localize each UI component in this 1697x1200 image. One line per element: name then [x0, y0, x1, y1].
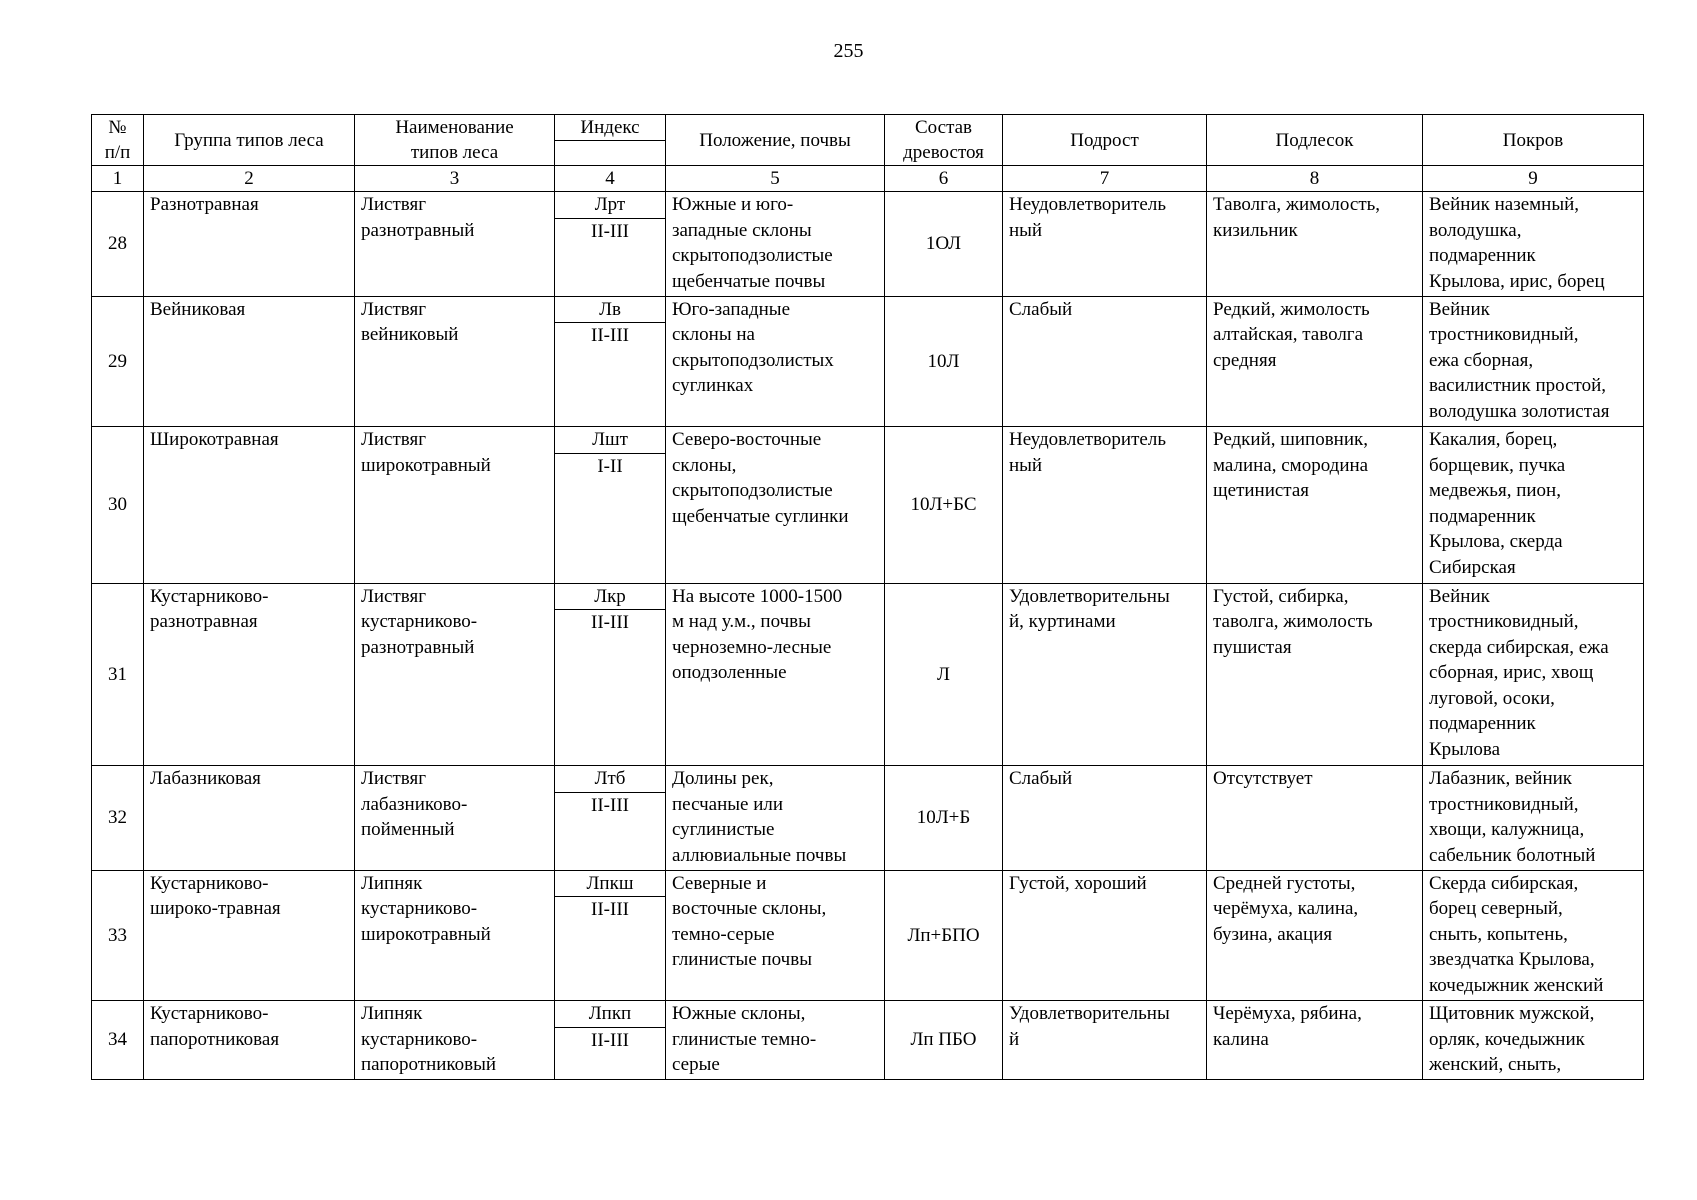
stand-composition: 10Л+БС: [885, 427, 1003, 584]
forest-index: Лв: [555, 296, 666, 323]
position-soils: Южные склоны, глинистые темно- серые: [666, 1001, 885, 1080]
forest-type-name: Листвяг широкотравный: [355, 427, 555, 584]
forest-type-name: Листвяг кустарниково- разнотравный: [355, 583, 555, 766]
undergrowth: Слабый: [1003, 766, 1207, 871]
forest-type-name: Листвяг лабазниково- пойменный: [355, 766, 555, 871]
position-soils: Северо-восточные склоны, скрытоподзолистые щебенчатые суглинки: [666, 427, 885, 584]
table-row: [92, 583, 1644, 610]
table-row: [92, 192, 1644, 219]
undergrowth: Слабый: [1003, 296, 1207, 427]
forest-group: Широкотравная: [144, 427, 355, 584]
header-undergrowth: Подрост: [1003, 115, 1207, 166]
forest-types-table: [91, 114, 1644, 1080]
header-position: Положение, почвы: [666, 115, 885, 166]
position-soils: Северные и восточные склоны, темно-серые глинистые почвы: [666, 870, 885, 1001]
bonitet: II-III: [555, 218, 666, 296]
stand-composition: Лп+БПО: [885, 870, 1003, 1001]
column-number: 5: [666, 166, 885, 192]
row-number: 30: [92, 427, 144, 584]
position-soils: Юго-западные склоны на скрытоподзолистых суглинках: [666, 296, 885, 427]
position-soils: На высоте 1000-1500 м над у.м., почвы черноземно-лесные оподзоленные: [666, 583, 885, 766]
header-index: Индекс: [555, 115, 666, 141]
bonitet: I-II: [555, 453, 666, 583]
forest-index: Лпкп: [555, 1001, 666, 1028]
forest-type-name: Липняк кустарниково- папоротниковый: [355, 1001, 555, 1080]
header-name: Наименование типов леса: [355, 115, 555, 166]
row-number: 28: [92, 192, 144, 297]
header-row: [92, 115, 1644, 141]
ground-cover: Вейник тростниковидный, скерда сибирская, ежа сборная, ирис, хвощ луговой, осоки, подмаренник Крылова: [1423, 583, 1644, 766]
stand-composition: Лп ПБО: [885, 1001, 1003, 1080]
stand-composition: Л: [885, 583, 1003, 766]
column-number: 1: [92, 166, 144, 192]
row-number: 31: [92, 583, 144, 766]
bonitet: II-III: [555, 792, 666, 870]
undergrowth: Неудовлетворитель ный: [1003, 192, 1207, 297]
undergrowth: Неудовлетворитель ный: [1003, 427, 1207, 584]
table-row: [92, 296, 1644, 323]
underbrush: Средней густоты, черёмуха, калина, бузина, акация: [1207, 870, 1423, 1001]
undergrowth: Густой, хороший: [1003, 870, 1207, 1001]
column-number: 8: [1207, 166, 1423, 192]
underbrush: Черёмуха, рябина, калина: [1207, 1001, 1423, 1080]
column-number: 6: [885, 166, 1003, 192]
ground-cover: Вейник наземный, володушка, подмаренник Крылова, ирис, борец: [1423, 192, 1644, 297]
underbrush: Редкий, жимолость алтайская, таволга средняя: [1207, 296, 1423, 427]
underbrush: Густой, сибирка, таволга, жимолость пушистая: [1207, 583, 1423, 766]
forest-group: Лабазниковая: [144, 766, 355, 871]
column-number: 3: [355, 166, 555, 192]
forest-index: Лтб: [555, 766, 666, 793]
stand-composition: 1ОЛ: [885, 192, 1003, 297]
forest-index: Лкр: [555, 583, 666, 610]
ground-cover: Вейник тростниковидный, ежа сборная, василистник простой, володушка золотистая: [1423, 296, 1644, 427]
column-number: 7: [1003, 166, 1207, 192]
table-row: [92, 427, 1644, 454]
underbrush: Таволга, жимолость, кизильник: [1207, 192, 1423, 297]
ground-cover: Скерда сибирская, борец северный, сныть, копытень, звездчатка Крылова, кочедыжник женский: [1423, 870, 1644, 1001]
page-number: 255: [833, 40, 864, 62]
header-cover: Покров: [1423, 115, 1644, 166]
header-composition: Состав древостоя: [885, 115, 1003, 166]
forest-group: Разнотравная: [144, 192, 355, 297]
forest-group: Кустарниково- широко-травная: [144, 870, 355, 1001]
stand-composition: 10Л: [885, 296, 1003, 427]
forest-type-name: Листвяг вейниковый: [355, 296, 555, 427]
forest-group: Кустарниково- папоротниковая: [144, 1001, 355, 1080]
underbrush: Отсутствует: [1207, 766, 1423, 871]
row-number: 34: [92, 1001, 144, 1080]
header-underbrush: Подлесок: [1207, 115, 1423, 166]
table-row: [92, 1001, 1644, 1028]
forest-group: Кустарниково- разнотравная: [144, 583, 355, 766]
bonitet: II-III: [555, 1027, 666, 1079]
forest-index: Лрт: [555, 192, 666, 219]
stand-composition: 10Л+Б: [885, 766, 1003, 871]
row-number: 33: [92, 870, 144, 1001]
forest-group: Вейниковая: [144, 296, 355, 427]
forest-type-name: Липняк кустарниково- широкотравный: [355, 870, 555, 1001]
ground-cover: Щитовник мужской, орляк, кочедыжник женский, сныть,: [1423, 1001, 1644, 1080]
forest-type-name: Листвяг разнотравный: [355, 192, 555, 297]
header-group: Группа типов леса: [144, 115, 355, 166]
undergrowth: Удовлетворительны й: [1003, 1001, 1207, 1080]
bonitet: II-III: [555, 897, 666, 1001]
position-soils: Южные и юго- западные склоны скрытоподзолистые щебенчатые почвы: [666, 192, 885, 297]
column-number: 9: [1423, 166, 1644, 192]
column-number: 2: [144, 166, 355, 192]
ground-cover: Какалия, борец, борщевик, пучка медвежья, пион, подмаренник Крылова, скерда Сибирская: [1423, 427, 1644, 584]
forest-index: Лшт: [555, 427, 666, 454]
position-soils: Долины рек, песчаные или суглинистые аллювиальные почвы: [666, 766, 885, 871]
ground-cover: Лабазник, вейник тростниковидный, хвощи, калужница, сабельник болотный: [1423, 766, 1644, 871]
table-row: [92, 870, 1644, 897]
bonitet: II-III: [555, 610, 666, 766]
column-number: 4: [555, 166, 666, 192]
row-number: 32: [92, 766, 144, 871]
row-number: 29: [92, 296, 144, 427]
column-numbers-row: [92, 166, 1644, 192]
table-row: [92, 766, 1644, 793]
bonitet: II-III: [555, 323, 666, 427]
forest-index: Лпкш: [555, 870, 666, 897]
undergrowth: Удовлетворительны й, куртинами: [1003, 583, 1207, 766]
underbrush: Редкий, шиповник, малина, смородина щетинистая: [1207, 427, 1423, 584]
header-bonitet: [555, 141, 666, 166]
header-num: № п/п: [92, 115, 144, 166]
